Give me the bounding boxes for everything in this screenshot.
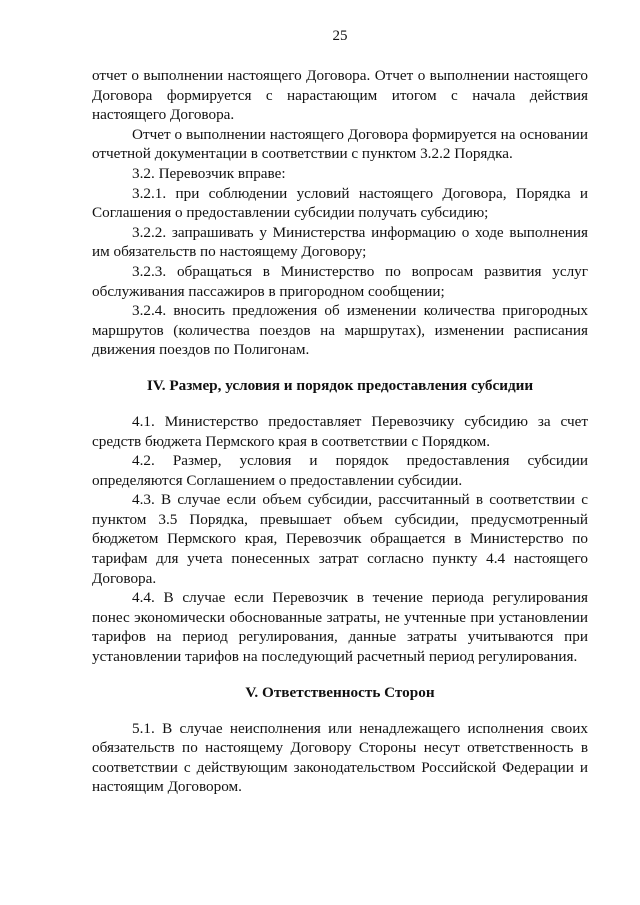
paragraph-3-2: 3.2. Перевозчик вправе: xyxy=(132,164,286,182)
paragraph-3-2-1: 3.2.1. при соблюдении условий настоящего Договора, Порядка и Соглашения о предоставлении субсидии получать субсидию; xyxy=(92,184,588,222)
section-v-title: V. Ответственность Сторон xyxy=(245,683,435,701)
paragraph-3-2-4: 3.2.4. вносить предложения об изменении количества пригородных маршрутов (количества поездов на маршрутах), изменении расписания движения поездов по Полигонам. xyxy=(92,302,588,359)
paragraph-3-2-3: 3.2.3. обращаться в Министерство по вопросам развития услуг обслуживания пассажиров в пригородном сообщении; xyxy=(92,262,588,300)
section-iii-continuation xyxy=(92,66,588,360)
paragraph-4-2: 4.2. Размер, условия и порядок предоставления субсидии определяются Соглашением о предоставлении субсидии. xyxy=(92,452,588,489)
section-v-body xyxy=(92,719,588,797)
paragraph-4-3: 4.3. В случае если объем субсидии, рассчитанный в соответствии с пунктом 3.5 Порядка, превышает объем субсидии, предусмотренный бюджетом Пермского края, Перевозчик обращается в Министерство по тарифам для учета понесенных затрат согласно пункту 4.4 настоящего Договора. xyxy=(92,491,588,587)
paragraph-report-basis: Отчет о выполнении настоящего Договора формируется на основании отчетной документации в соответствии с пунктом 3.2.2 Порядка. xyxy=(92,125,588,163)
paragraph-4-1: 4.1. Министерство предоставляет Перевозчику субсидию за счет средств бюджета Пермского края в соответствии с Порядком. xyxy=(92,412,588,450)
page-number: 25 xyxy=(332,28,348,44)
paragraph-3-2-2: 3.2.2. запрашивать у Министерства информацию о ходе выполнения им обязательств по настоящему Договору; xyxy=(92,223,588,261)
section-iv-body xyxy=(92,412,588,667)
paragraph-continuation: отчет о выполнении настоящего Договора. Отчет о выполнении настоящего Договора формируется с нарастающим итогом с начала действия настоящего Договора. xyxy=(92,67,588,124)
paragraph-5-1: 5.1. В случае неисполнения или ненадлежащего исполнения своих обязательств по настоящему Договору Стороны несут ответственность в соответствии с действующим законодательством Российской Федерации и настоящим Договором. xyxy=(92,719,588,796)
section-iv-title: IV. Размер, условия и порядок предоставления субсидии xyxy=(146,376,534,394)
paragraph-4-4: 4.4. В случае если Перевозчик в течение периода регулирования понес экономически обоснованные затраты, не учтенные при установлении тарифов на период регулирования, данные затраты учитываются при установлении тарифов на последующий расчетный период регулирования. xyxy=(92,589,588,666)
